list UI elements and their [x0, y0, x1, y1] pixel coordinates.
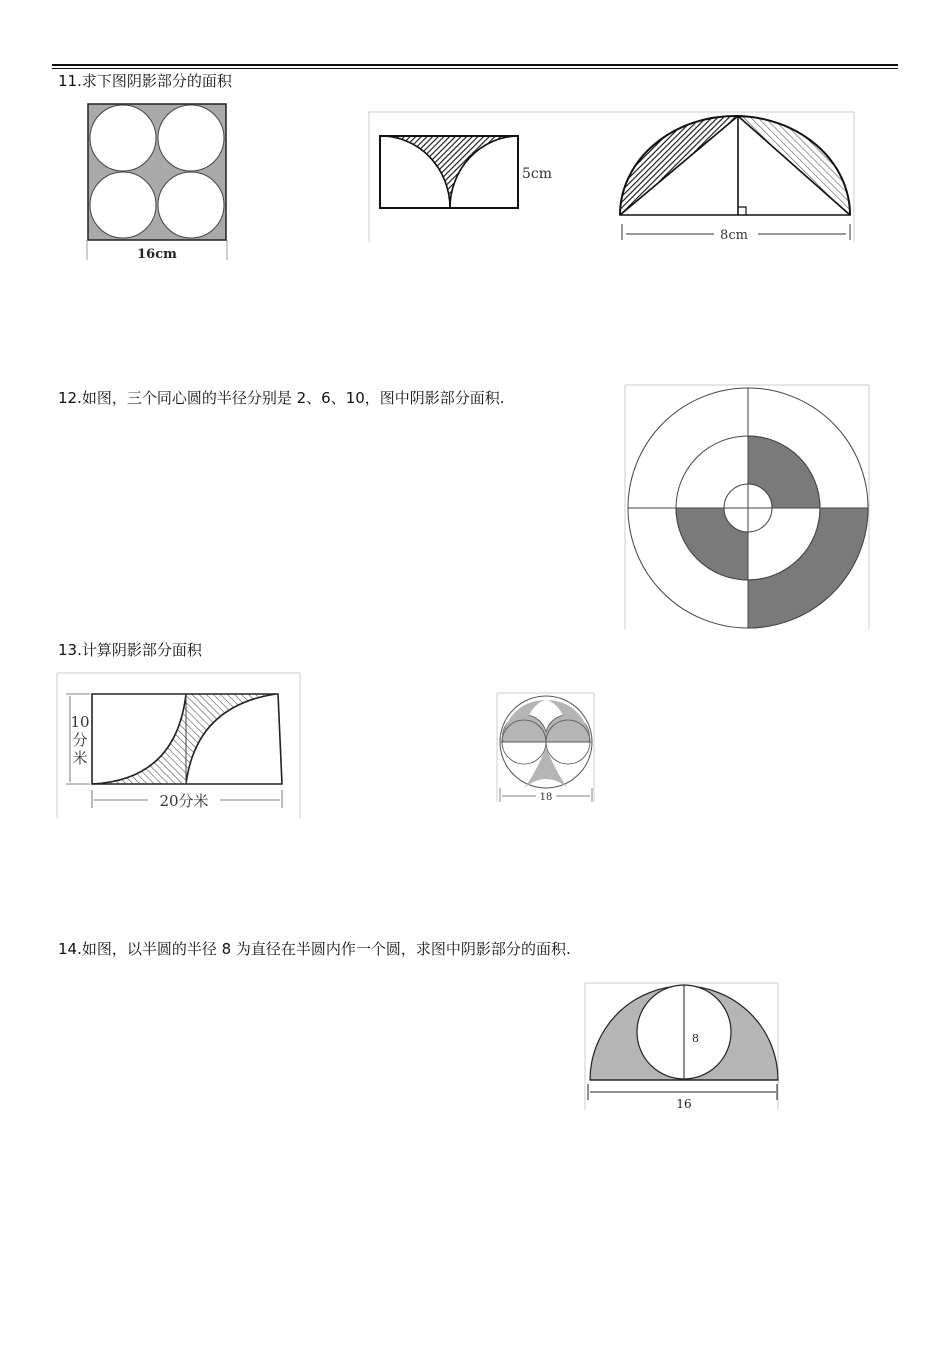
figure-2-label: 5cm	[522, 166, 553, 182]
figure-5-height-unit-2: 米	[72, 749, 88, 767]
figure-3-label: 8cm	[720, 228, 748, 243]
header-rule-thin	[52, 68, 898, 69]
question-13: 13.计算阴影部分面积	[58, 641, 202, 659]
figure-6-label: 18	[539, 792, 553, 803]
circle-top-left	[90, 105, 156, 171]
figure-7-width-label: 16	[676, 1097, 692, 1111]
question-11: 11.求下图阴影部分的面积	[58, 72, 232, 90]
figure-rectangle-curves	[56, 672, 302, 820]
figure-four-circles	[84, 100, 230, 264]
figure-concentric-circles	[624, 384, 872, 630]
figure-circle-arcs	[496, 692, 596, 804]
figure-5-height-num: 10	[70, 713, 90, 731]
figure-semicircle-triangle	[620, 116, 850, 243]
figure-semicircle-circle	[584, 982, 780, 1112]
circle-top-right	[158, 105, 224, 171]
circle-bottom-right	[158, 172, 224, 238]
header-rule-thick	[52, 64, 898, 66]
figure-7-diameter-label: 8	[692, 1032, 699, 1045]
figure-5-width-label: 20分米	[159, 792, 209, 810]
figure-rectangle-quarter-circles	[380, 136, 552, 208]
question-12: 12.如图，三个同心圆的半径分别是 2、6、10，图中阴影部分面积.	[58, 389, 505, 407]
circle-bottom-left	[90, 172, 156, 238]
figure-panel-2-3	[368, 110, 858, 246]
question-14: 14.如图，以半圆的半径 8 为直径在半圆内作一个圆，求图中阴影部分的面积.	[58, 940, 571, 958]
figure-1-label: 16cm	[137, 247, 177, 262]
figure-5-height-unit-1: 分	[72, 731, 88, 749]
